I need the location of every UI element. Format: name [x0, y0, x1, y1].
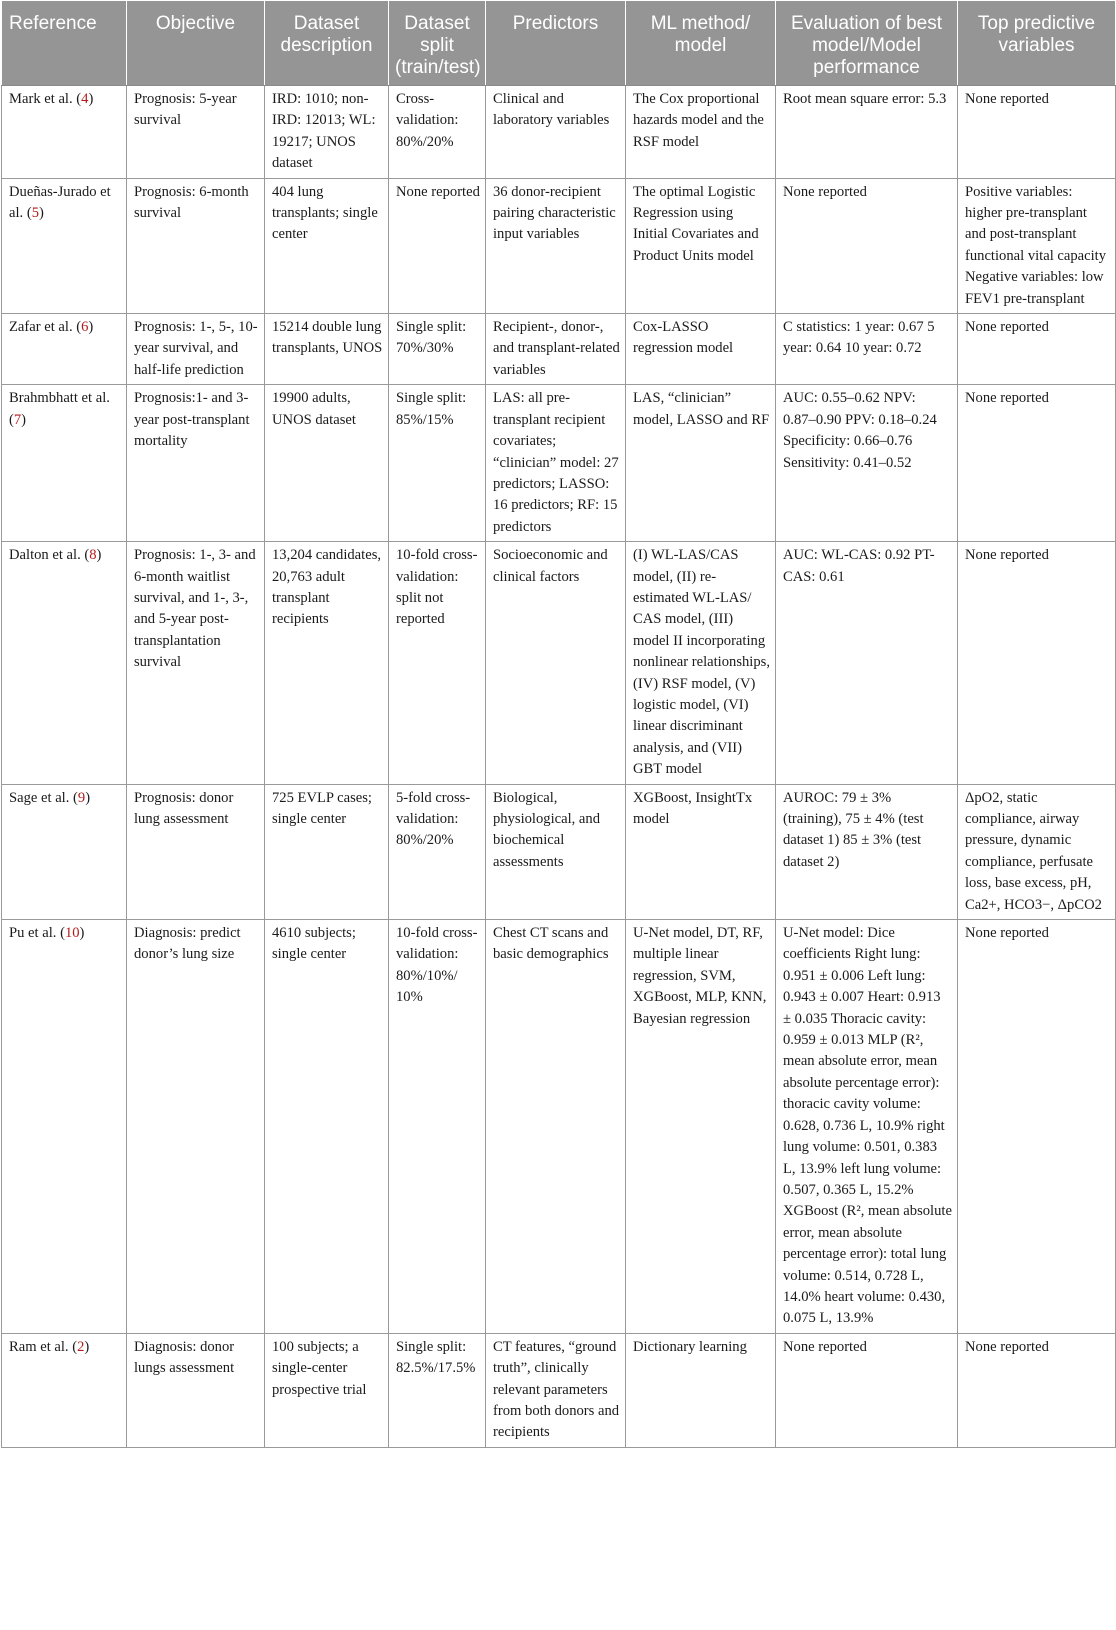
reference-author: Brahmbhatt et al. ( — [9, 390, 110, 428]
header-top-variables: Top predictive variables — [958, 1, 1116, 86]
cell-evaluation: None reported — [776, 178, 958, 313]
cell-reference — [2, 86, 127, 179]
reference-link[interactable]: 6 — [81, 319, 89, 336]
cell-predictors: CT features, “ground truth”, clinically relevant parameters from both donors and recipients — [486, 1333, 626, 1447]
cell-predictors: LAS: all pre-transplant recipient covariates; “clinician” model: 27 predictors; LASSO: 16 predictors; RF: 15 predictors — [486, 385, 626, 542]
reference-link[interactable]: 2 — [77, 1338, 85, 1355]
cell-dataset: 4610 subjects; single center — [265, 920, 389, 1334]
cell-evaluation: Root mean square error: 5.3 — [776, 86, 958, 179]
header-dataset-description: Dataset description — [265, 1, 389, 86]
cell-objective: Prognosis: 5-year survival — [127, 86, 265, 179]
table-row — [2, 920, 1116, 1334]
cell-method: The optimal Logistic Regression using Initial Covariates and Product Units model — [626, 178, 776, 313]
cell-dataset: IRD: 1010; non-IRD: 12013; WL: 19217; UNOS dataset — [265, 86, 389, 179]
cell-method: LAS, “clinician” model, LASSO and RF — [626, 385, 776, 542]
cell-split: Single split: 85%/15% — [389, 385, 486, 542]
header-row — [2, 1, 1116, 86]
reference-link[interactable]: 7 — [13, 411, 22, 428]
cell-dataset: 13,204 candidates, 20,763 adult transplant recipients — [265, 542, 389, 784]
cell-split: Cross-validation: 80%/20% — [389, 86, 486, 179]
reference-close: ) — [39, 205, 44, 222]
header-objective: Objective — [127, 1, 265, 86]
cell-predictors: Chest CT scans and basic demographics — [486, 920, 626, 1334]
header-evaluation: Evaluation of best model/Model performance — [776, 1, 958, 86]
cell-split: Single split: 70%/30% — [389, 314, 486, 385]
cell-top-variables: None reported — [958, 920, 1116, 1334]
cell-reference — [2, 1333, 127, 1447]
cell-top-variables: None reported — [958, 314, 1116, 385]
table-header — [2, 1, 1116, 86]
cell-objective: Prognosis: donor lung assessment — [127, 784, 265, 919]
header-ml-method: ML method/ model — [626, 1, 776, 86]
cell-evaluation: AUC: WL-CAS: 0.92 PT-CAS: 0.61 — [776, 542, 958, 784]
reference-author: Dueñas-Jurado et al. ( — [9, 183, 111, 222]
reference-close: ) — [88, 319, 94, 336]
cell-predictors: Recipient-, donor-, and transplant-related variables — [486, 314, 626, 385]
table-row — [2, 86, 1116, 179]
cell-objective: Prognosis: 6-month survival — [127, 178, 265, 313]
cell-top-variables: None reported — [958, 542, 1116, 784]
cell-predictors: Biological, physiological, and biochemical assessments — [486, 784, 626, 919]
cell-method: The Cox proportional hazards model and the RSF model — [626, 86, 776, 179]
reference-author: Sage et al. ( — [9, 789, 78, 806]
cell-split: 5-fold cross-validation: 80%/20% — [389, 784, 486, 919]
cell-reference — [2, 178, 127, 313]
reference-link[interactable]: 10 — [64, 925, 80, 942]
cell-predictors: Socioeconomic and clinical factors — [486, 542, 626, 784]
cell-split: 10-fold cross-validation: 80%/10%/ 10% — [389, 920, 486, 1334]
cell-evaluation: None reported — [776, 1333, 958, 1447]
table-row — [2, 784, 1116, 919]
reference-close: ) — [84, 1338, 90, 1355]
cell-dataset: 19900 adults, UNOS dataset — [265, 385, 389, 542]
table-row — [2, 542, 1116, 784]
table-body — [2, 86, 1116, 1448]
reference-author: Zafar et al. ( — [9, 319, 82, 336]
cell-objective: Diagnosis: predict donor’s lung size — [127, 920, 265, 1334]
header-dataset-split: Dataset split (train/test) — [389, 1, 486, 86]
reference-author: Mark et al. ( — [9, 91, 82, 107]
reference-link[interactable]: 8 — [89, 547, 97, 564]
reference-close: ) — [96, 547, 102, 564]
cell-reference — [2, 314, 127, 385]
cell-top-variables: ΔpO2, static compliance, airway pressure, dynamic compliance, perfusate loss, base excess, pH, Ca2+, HCO3−, ΔpCO2 — [958, 784, 1116, 919]
cell-evaluation: AUC: 0.55–0.62 NPV: 0.87–0.90 PPV: 0.18–0.24 Specificity: 0.66–0.76 Sensitivity: 0.41–0.52 — [776, 385, 958, 542]
cell-method: XGBoost, InsightTx model — [626, 784, 776, 919]
cell-method: U-Net model, DT, RF, multiple linear regression, SVM, XGBoost, MLP, KNN, Bayesian regression — [626, 920, 776, 1334]
cell-reference — [2, 385, 127, 542]
cell-method: Dictionary learning — [626, 1333, 776, 1447]
reference-link[interactable]: 9 — [77, 789, 86, 806]
reference-close: ) — [85, 789, 91, 806]
cell-method: Cox-LASSO regression model — [626, 314, 776, 385]
reference-close: ) — [21, 411, 27, 428]
cell-reference — [2, 784, 127, 919]
cell-dataset: 725 EVLP cases; single center — [265, 784, 389, 919]
reference-close: ) — [88, 91, 94, 107]
cell-objective: Prognosis:1- and 3-year post-transplant mortality — [127, 385, 265, 542]
header-reference: Reference — [2, 1, 127, 86]
cell-reference — [2, 920, 127, 1334]
cell-predictors: 36 donor-recipient pairing characteristic input variables — [486, 178, 626, 313]
cell-dataset: 100 subjects; a single-center prospective trial — [265, 1333, 389, 1447]
literature-table — [1, 0, 1116, 1448]
cell-predictors: Clinical and laboratory variables — [486, 86, 626, 179]
cell-objective: Diagnosis: donor lungs assessment — [127, 1333, 265, 1447]
reference-link[interactable]: 4 — [81, 91, 89, 107]
reference-close: ) — [79, 925, 85, 942]
reference-author: Pu et al. ( — [9, 925, 65, 942]
cell-top-variables: Positive variables: higher pre-transplant and post-transplant functional vital capacity Negative variables: low FEV1 pre-transplant — [958, 178, 1116, 313]
reference-author: Dalton et al. ( — [9, 547, 90, 564]
cell-dataset: 15214 double lung transplants, UNOS — [265, 314, 389, 385]
cell-evaluation: U-Net model: Dice coefficients Right lung: 0.951 ± 0.006 Left lung: 0.943 ± 0.007 Heart: 0.913 ± 0.035 Thoracic cavity: 0.959 ± 0.013 MLP (R², mean absolute error, mean absolute percentage error): thoracic cavity volume: 0.628, 0.736 L, 10.9% right lung volume: 0.501, 0.383 L, 13.9% left lung volume: 0.507, 0.365 L, 15.2% XGBoost (R², mean absolute error, mean absolute percentage error): total lung volume: 0.514, 0.728 L, 14.0% heart volume: 0.430, 0.075 L, 13.9% — [776, 920, 958, 1334]
reference-link[interactable]: 5 — [31, 205, 39, 222]
cell-split: 10-fold cross-validation: split not reported — [389, 542, 486, 784]
table-row — [2, 314, 1116, 385]
cell-dataset: 404 lung transplants; single center — [265, 178, 389, 313]
reference-author: Ram et al. ( — [9, 1338, 78, 1355]
table-row — [2, 385, 1116, 542]
table-row — [2, 178, 1116, 313]
cell-reference — [2, 542, 127, 784]
cell-objective: Prognosis: 1-, 5-, 10-year survival, and half-life prediction — [127, 314, 265, 385]
cell-split: None reported — [389, 178, 486, 313]
cell-objective: Prognosis: 1-, 3- and 6-month waitlist survival, and 1-, 3-, and 5-year post-transplantation survival — [127, 542, 265, 784]
cell-top-variables: None reported — [958, 1333, 1116, 1447]
cell-method: (I) WL-LAS/CAS model, (II) re-estimated WL-LAS/ CAS model, (III) model II incorporating nonlinear relationships, (IV) RSF model, (V) logistic model, (VI) linear discriminant analysis, and (VII) GBT model — [626, 542, 776, 784]
header-predictors: Predictors — [486, 1, 626, 86]
cell-top-variables: None reported — [958, 86, 1116, 179]
cell-evaluation: AUROC: 79 ± 3% (training), 75 ± 4% (test dataset 1) 85 ± 3% (test dataset 2) — [776, 784, 958, 919]
cell-evaluation: C statistics: 1 year: 0.67 5 year: 0.64 10 year: 0.72 — [776, 314, 958, 385]
cell-split: Single split: 82.5%/17.5% — [389, 1333, 486, 1447]
table-row — [2, 1333, 1116, 1447]
cell-top-variables: None reported — [958, 385, 1116, 542]
